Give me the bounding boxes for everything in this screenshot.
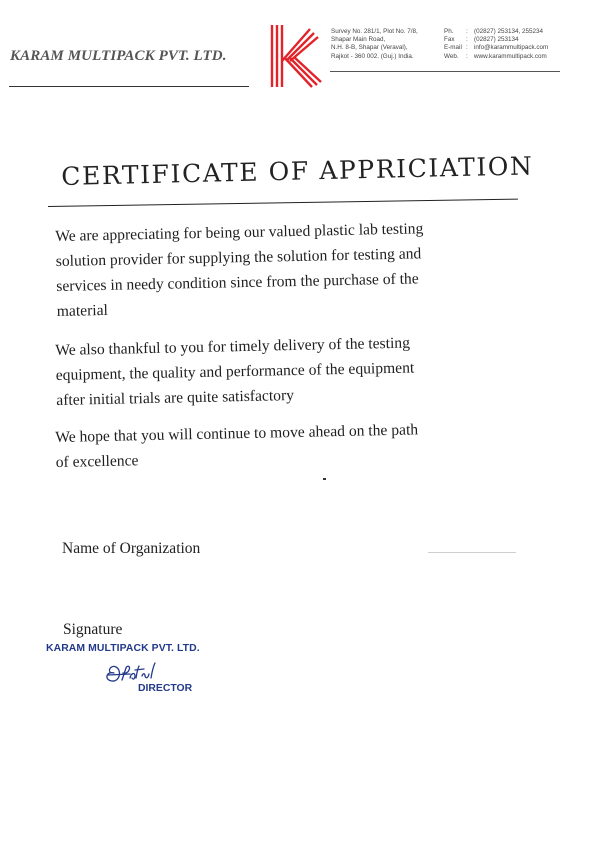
contact-key: Web. xyxy=(444,52,459,60)
contact-colon: : xyxy=(466,36,468,44)
paragraph-line: services in needy condition since from the purchase of the xyxy=(56,270,419,295)
signature-label: Signature xyxy=(63,621,123,638)
paragraph-line: after initial trials are quite satisfactory xyxy=(56,387,295,409)
scan-speck xyxy=(323,478,326,480)
contact-fax xyxy=(444,36,548,44)
contact-phone xyxy=(444,28,548,36)
organization-line xyxy=(428,552,516,553)
contact-colon: : xyxy=(466,28,468,35)
contact-key: Fax xyxy=(444,36,455,44)
paragraph-line: material xyxy=(56,301,109,320)
contact-colon: : xyxy=(466,52,468,60)
paragraph-line: solution provider for supplying the solution for testing and xyxy=(55,245,422,270)
certificate-title: CERTIFICATE OF APPRICIATION xyxy=(61,151,534,191)
company-contacts xyxy=(444,28,548,61)
contact-key: Ph. xyxy=(444,28,454,35)
paragraph-hope xyxy=(55,415,531,475)
contact-key: E-mail xyxy=(444,44,462,52)
company-name: KARAM MULTIPACK PVT. LTD. xyxy=(10,48,227,64)
header-rule-left xyxy=(9,86,249,87)
contact-value: www.karammultipack.com xyxy=(474,52,547,60)
paragraph-line: of excellence xyxy=(55,452,139,471)
title-underline xyxy=(48,199,518,207)
paragraph-line: We hope that you will continue to move ahead on the path xyxy=(55,421,419,446)
header-rule-right xyxy=(330,71,560,72)
paragraph-line: equipment, the quality and performance of the equipment xyxy=(55,359,415,384)
contact-value: (02827) 253134, 255234 xyxy=(474,28,543,35)
contact-email xyxy=(444,44,548,52)
stamp-company-name: KARAM MULTIPACK PVT. LTD. xyxy=(46,643,200,654)
contact-web xyxy=(444,53,548,61)
address-line: Shapar Main Road, xyxy=(331,36,386,44)
handwritten-signature xyxy=(100,656,180,686)
company-address xyxy=(331,28,418,61)
paragraph-line: We also thankful to you for timely delivery of the testing xyxy=(55,334,411,359)
paragraph-appreciation xyxy=(55,214,532,324)
contact-value: info@karammultipack.com xyxy=(474,44,549,52)
organization-label: Name of Organization xyxy=(62,540,201,557)
address-line: Survey No. 281/1, Plot No. 7/8, xyxy=(331,28,418,35)
address-line: N.H. 8-B, Shapar (Veraval), xyxy=(331,44,408,52)
company-logo-icon xyxy=(266,23,322,89)
stamp-designation: DIRECTOR xyxy=(138,683,193,694)
contact-colon: : xyxy=(466,44,468,52)
paragraph-line: We are appreciating for being our valued plastic lab testing xyxy=(55,220,424,245)
contact-value: (02827) 253134 xyxy=(474,36,519,44)
paragraph-thanks xyxy=(55,328,531,413)
address-line: Rajkot - 360 002. (Guj.) India. xyxy=(331,52,414,60)
